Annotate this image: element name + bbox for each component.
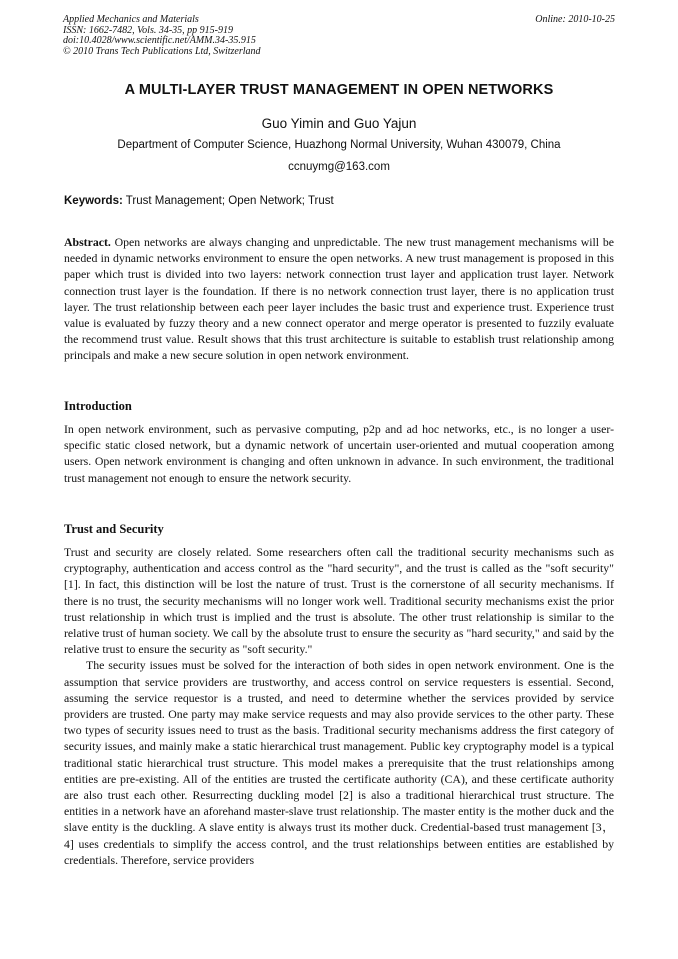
author-email[interactable]: ccnuymg@163.com bbox=[288, 161, 390, 173]
paragraph: In open network environment, such as pervasive computing, p2p and ad hoc networks, etc., is no longer a user-specific static closed network, but a dynamic network of uncertain user-oriented and mutual cooperation among users. Open network environment is changing and often unknown in advance. In such environment, the traditional trust management not enough to ensure the network security. bbox=[64, 422, 614, 485]
abstract-text: Open networks are always changing and unpredictable. The new trust management mechanisms will be needed in dynamic networks environment to ensure the open networks. A new trust management is proposed in this paper which trust is divided into two layers: network connection trust layer and application trust layer. Network connection trust layer is the foundation. If there is no network connection trust layer, there is no application trust layer. The trust relationship between each peer layer includes the basic trust and experience trust. Experience trust value is evaluated by fuzzy theory and a new connect operator and merge operator is presented to fuzzily evaluate the recommend trust value. Result shows that this trust architecture is suitable to establish trust relationship among principals and make a new secure solution in open network environment. bbox=[64, 235, 614, 363]
abstract-label: Abstract. bbox=[64, 235, 111, 249]
paper-title: A MULTI-LAYER TRUST MANAGEMENT IN OPEN NETWORKS bbox=[124, 82, 554, 98]
keywords-text: Trust Management; Open Network; Trust bbox=[122, 195, 334, 207]
section-introduction bbox=[64, 421, 614, 486]
issn-line: ISSN: 1662-7482, Vols. 34-35, pp 915-919 bbox=[63, 24, 233, 36]
doi-line: doi:10.4028/www.scientific.net/AMM.34-35.915 bbox=[63, 35, 256, 46]
copyright-line: © 2010 Trans Tech Publications Ltd, Switzerland bbox=[63, 45, 261, 57]
section-trust-and-security bbox=[64, 544, 614, 868]
journal-name: Applied Mechanics and Materials bbox=[63, 14, 199, 25]
keywords-label: Keywords: bbox=[64, 195, 123, 207]
paragraph: The security issues must be solved for the interaction of both sides in open network environment. One is the assumption that service providers are trustworthy, and access control on service requesters is essential. Second, assuming the service requestor is a trusted, and need to determine whether the services provided by service providers are trusted. One party may make service requests and may also provide services to the other party. These two types of security issues need to trust as the basis. Traditional security mechanisms address the first category of security issues, and mainly make a static hierarchical trust management. Public key cryptography model is a typical traditional static hierarchical trust structure. This model makes a prerequisite that the trust relationships among entities are pre-existing. All of the entities are trusted the certificate authority (CA), and these certificate authority are also trust each other. Resurrecting duckling model [2] is also a traditional hierarchical trust structure. The entities in a network have an aforehand master-slave trust relationship. The master entity is the mother duck and the slave entity is the duckling. A slave entity is always trust its mother duck. Credential-based trust management [3，4] uses credentials to simplify the access control, and the trust relationships between entities are established by credentials. Therefore, service providers bbox=[64, 658, 614, 867]
journal-header bbox=[63, 15, 615, 57]
keywords bbox=[64, 195, 616, 207]
abstract bbox=[64, 234, 614, 364]
paragraph: Trust and security are closely related. Some researchers often call the traditional security mechanisms such as cryptography, authentication and access control as the "hard security", and the trust is called as the "soft security" [1]. In fact, this distinction will be lost the nature of trust. Trust is the cornerstone of all security mechanisms. If there is no trust, the security mechanisms will no longer work well. Traditional security mechanisms exist the prior trust relationship in which trust is implied and the trust is absolute. The other trust relationship is similar to the relative trust of human society. We call by the absolute trust to ensure the security as "hard security," and said by the relative trust to ensure the security as "soft security." bbox=[64, 545, 614, 657]
affiliation: Department of Computer Science, Huazhong Normal University, Wuhan 430079, China bbox=[117, 139, 561, 151]
section-heading-trust-and-security: Trust and Security bbox=[64, 522, 164, 536]
authors: Guo Yimin and Guo Yajun bbox=[261, 116, 417, 131]
online-date: Online: 2010-10-25 bbox=[535, 14, 615, 25]
section-heading-introduction: Introduction bbox=[64, 399, 132, 413]
